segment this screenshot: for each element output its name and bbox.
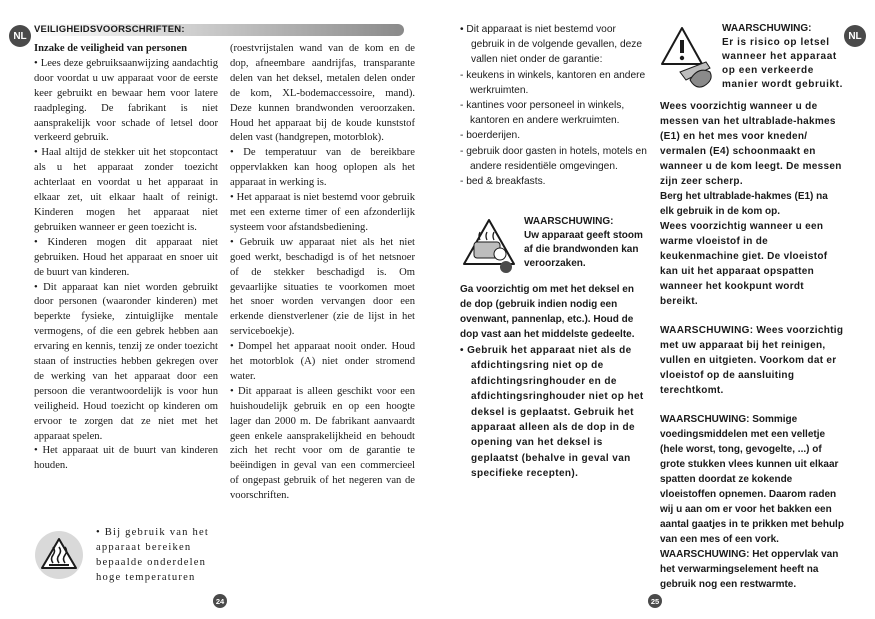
warning-paragraph: WAARSCHUWING: Sommige voedingsmiddelen met een velletje (hele worst, tong, gevogelte, ...) of grote stukken vlees kunnen uit elkaar spatten doordat ze kokende vloeistoffen opnemen. Daarom raden wij u aan om er voor het bakken een aantal gaatjes in te prikken met behulp van een mes of een vork. [660,414,844,545]
list-item: - keukens in winkels, kantoren en andere werkruimten. [460,69,646,96]
right-column-2 [660,99,844,592]
warning-paragraph: WAARSCHUWING: Wees voorzichtig met uw apparaat bij het reinigen, vullen en uitgieten. Voorkom dat er vloeistof op de aansluiting terechtkomt. [660,325,844,396]
subheading: Inzake de veiligheid van personen [34,43,188,54]
steam-warning-icon [460,214,518,276]
warning-text: Wees voorzichtig wanneer u de messen van het ultrablade-hakmes (E1) en het mes voor kneden/ vermalen (E4) schoonmaakt en wanneer u de kom leegt. De messen zijn zeer scherp. [660,101,842,187]
warning-title: WAARSCHUWING: [722,23,812,34]
warning-text: Berg het ultrablade-hakmes (E1) na elk gebruik in de kom op. [660,191,828,217]
list-item: - boerderijen. [460,130,521,142]
blade-warning-header [722,22,844,92]
blade-warning-icon [660,22,718,94]
list-item: - bed & breakfasts. [460,176,546,188]
paragraph: • Lees deze gebruiksaanwijzing aandachtig door voordat u uw apparaat voor de eerste keer gebruikt en bewaar hem voor latere raadpleging. De fabrikant is niet aansprakelijk voor schade of letsel door verkeerd gebruik. [34,57,218,144]
warning-bullet: • Gebruik het apparaat niet als de afdichtingsring niet op de afdichtingsringhouder en de afdichtingsringhouder niet op het deksel is geplaatst. Gebruik het apparaat alleen als de dop in de opening van het deksel is geplaatst (behalve in geval van specifieke recepten). [460,345,644,480]
page-number-left: 24 [213,594,227,608]
paragraph: (roestvrijstalen wand van de kom en de dop, afneembare aandrijfas, transparante delen van het deksel, metalen delen onder de kom, XL-bodemaccessoire, mand). Deze kunnen brandwonden veroorzaken. Houd het apparaat bij de koude kunststof delen vast (handgrepen, motorblok). [230,43,415,144]
paragraph: • Gebruik uw apparaat niet als het niet goed werkt, beschadigd is of het netsnoer of de stekker beschadigd is. Om gevaarlijke situaties te voorkomen moet het snoer worden vervangen door een erkende dienstverlener (zie de lijst in het serviceboekje). [230,236,415,338]
warning-text: Wees voorzichtig wanneer u een warme vloeistof in de keukenmachine giet. De vloeistof kan uit het apparaat opspatten wanneer het kookpunt wordt bereikt. [660,221,828,307]
paragraph: • Dompel het apparaat nooit onder. Houd het motorblok (A) niet onder stromend water. [230,341,415,382]
language-badge-right: NL [844,25,866,47]
paragraph: • Dit apparaat kan niet worden gebruikt door personen (waaronder kinderen) met beperkte fysieke, zintuiglijke mentale vermogens, of die een gebrek hebben aan ervaring en kennis, tenzij ze onder toezicht staan of instructies hebben gekregen over de werking van het apparaat door een persoon die verantwoordelijk is voor hun veiligheid. Houd toezicht op kinderen om ervoor te zorgen dat ze niet met het apparaat spelen. [34,281,218,442]
paragraph: • Dit apparaat is alleen geschikt voor een huishoudelijk gebruik en op een hoogte lager dan 2000 m. De fabrikant aanvaardt geen enkele aansprakelijkheid en behoudt zich het recht voor om de garantie te beëindigen in geval van een commercieel of ongepast gebruik of het negeren van de voorschriften. [230,385,415,502]
warning-text: Ga voorzichtig om met het deksel en de dop (gebruik indien nodig een ovenwant, pannenlap, etc.). Houd de dop vast aan het middelste gedeelte. [460,284,635,340]
section-title: VEILIGHEIDSVOORSCHRIFTEN: [34,24,185,35]
hot-surface-icon [34,530,84,580]
paragraph: • De temperatuur van de bereikbare oppervlakken kan hoog oplopen als het apparaat in werking is. [230,147,415,189]
hot-surface-bullet: • Bij gebruik van het apparaat bereiken bepaalde onderdelen hoge temperaturen [96,527,210,583]
warning-paragraph: WAARSCHUWING: Het oppervlak van het verwarmingselement heeft na gebruik nog een restwarmte. [660,549,839,590]
left-column-2 [230,42,415,504]
warning-text: Uw apparaat geeft stoom af die brandwonden kan veroorzaken. [524,230,643,269]
list-item: - kantines voor personeel in winkels, kantoren en andere werkruimten. [460,100,625,127]
page-number-right: 25 [648,594,662,608]
list-item: - gebruik door gasten in hotels, motels en andere residentiële omgevingen. [460,145,647,172]
steam-warning-body [460,282,648,482]
paragraph: • Haal altijd de stekker uit het stopcontact als u het apparaat zonder toezicht achterlaat en voordat u het apparaat in elkaar zet, uit elkaar haalt of reinigt. Kinderen mogen het apparaat niet gebruiken wanneer er geen toezicht is. [34,147,218,233]
right-column-1 [460,22,647,189]
warning-title: WAARSCHUWING: [524,216,614,227]
warning-text: Er is risico op letsel wanneer het apparaat op een verkeerde manier wordt gebruikt. [722,37,843,90]
paragraph: • Kinderen mogen dit apparaat niet gebruiken. Houd het apparaat en snoer uit de buurt van kinderen. [34,236,218,278]
paragraph: • Het apparaat is niet bestemd voor gebruik met een externe timer of een afzonderlijk systeem voor afstandsbediening. [230,192,415,233]
steam-warning-header [524,215,648,271]
language-badge-left: NL [9,25,31,47]
left-column-1 [34,42,218,474]
paragraph: • Het apparaat uit de buurt van kinderen houden. [34,445,218,472]
paragraph: • Dit apparaat is niet bestemd voor gebruik in de volgende gevallen, deze vallen niet onder de garantie: [460,24,643,66]
